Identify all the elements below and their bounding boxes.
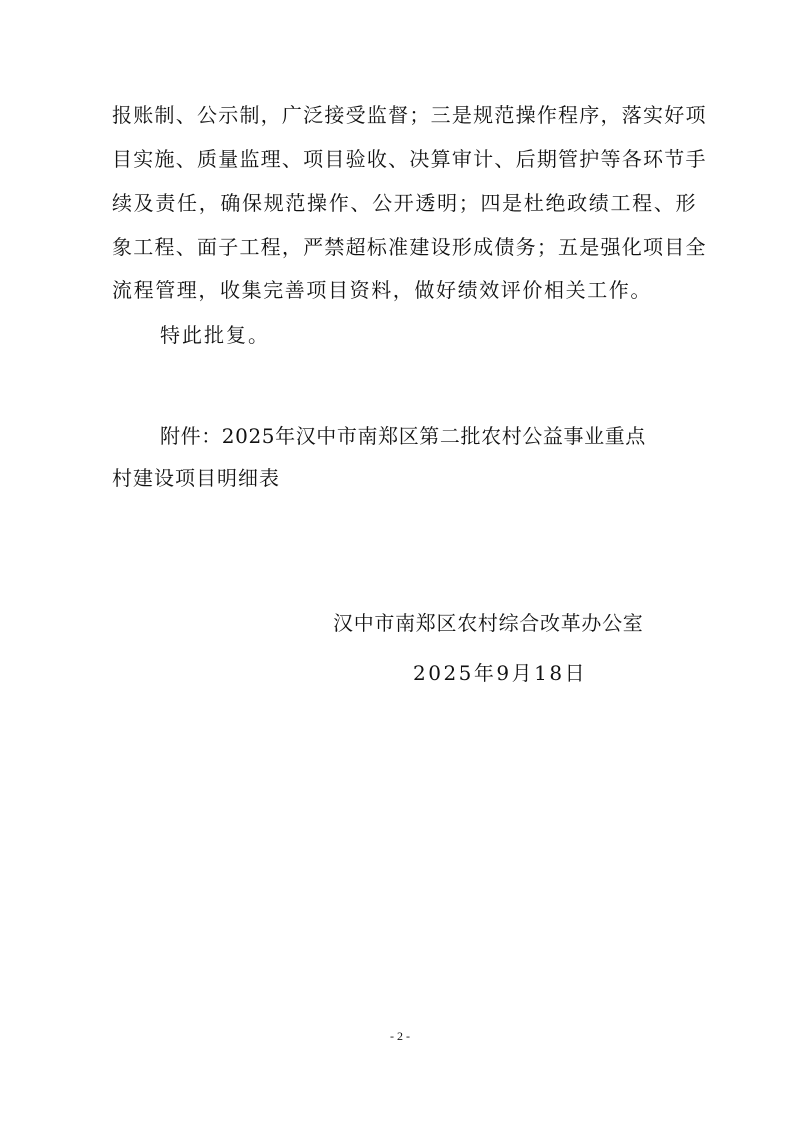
- signature-organization: 汉中市南郑区农村综合改革办公室: [333, 611, 644, 635]
- attachment-line-1: 附件：2025年汉中市南郑区第二批农村公益事业重点: [160, 424, 646, 448]
- body-line-3: 续及责任，确保规范操作、公开透明；四是杜绝政绩工程、形: [112, 191, 696, 215]
- signature-date: 2025年9月18日: [413, 661, 588, 685]
- body-line-4: 象工程、面子工程，严禁超标准建设形成债务；五是强化项目全: [112, 235, 706, 259]
- body-line-1: 报账制、公示制，广泛接受监督；三是规范操作程序，落实好项: [112, 103, 706, 127]
- closing-text: 特此批复。: [160, 323, 270, 347]
- body-line-2: 目实施、质量监理、项目验收、决算审计、后期管护等各环节手: [112, 147, 706, 171]
- attachment-line-2: 村建设项目明细表: [112, 466, 280, 490]
- page-number: - 2 -: [390, 1029, 410, 1043]
- body-line-5: 流程管理，收集完善项目资料，做好绩效评价相关工作。: [112, 278, 652, 302]
